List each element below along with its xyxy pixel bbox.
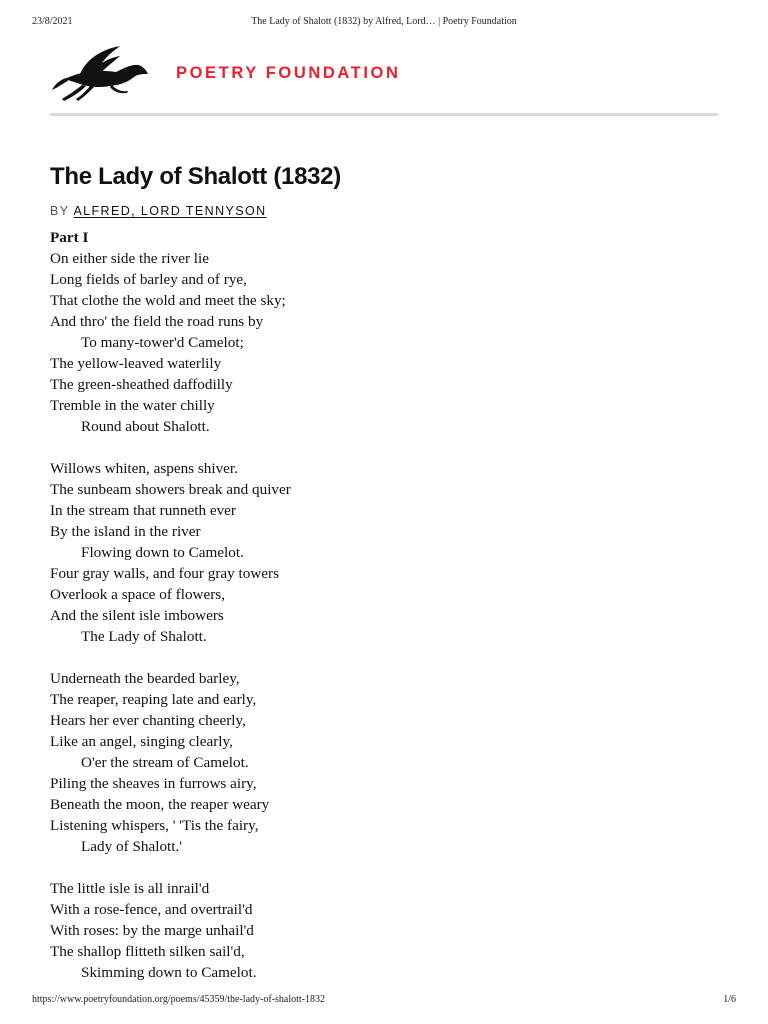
poem-line: Like an angel, singing clearly, [50,733,233,750]
poem-line: Overlook a space of flowers, [50,586,226,603]
poem-line: The green-sheathed daffodilly [50,376,233,393]
poem-line: The yellow-leaved waterlily [50,355,222,372]
poem-title: The Lady of Shalott (1832) [50,163,341,190]
poem-line: By the island in the river [50,523,201,540]
stanza-break [50,857,710,878]
poem-line: O'er the stream of Camelot. [81,754,249,771]
poem-line: Hears her ever chanting cheerly, [50,712,246,729]
poem-line: Four gray walls, and four gray towers [50,565,280,582]
poem-line: The little isle is all inrail'd [50,880,210,897]
poem-body [50,227,710,983]
byline [50,204,267,218]
poem-line: And thro' the field the road runs by [50,313,264,330]
print-page-title: The Lady of Shalott (1832) by Alfred, Lord… | Poetry Foundation [251,16,517,27]
poem-line: With roses: by the marge unhail'd [50,922,254,939]
poem-line: Flowing down to Camelot. [81,544,244,561]
print-page-number: 1/6 [723,994,736,1005]
poem-line: Lady of Shalott.' [81,838,183,855]
pegasus-icon [50,44,150,102]
stanza-break [50,647,710,668]
header-divider [50,113,718,116]
part-heading: Part I [50,229,89,246]
poem-line: Round about Shalott. [81,418,210,435]
print-date: 23/8/2021 [32,16,73,27]
print-header [32,16,736,30]
poem-line: Tremble in the water chilly [50,397,215,414]
poem-line: Listening whispers, ' 'Tis the fairy, [50,817,259,834]
site-logo[interactable] [50,44,710,104]
poem-line: That clothe the wold and meet the sky; [50,292,286,309]
poem-line: Piling the sheaves in furrows airy, [50,775,257,792]
poem-line: Underneath the bearded barley, [50,670,240,687]
print-url: https://www.poetryfoundation.org/poems/45359/the-lady-of-shalott-1832 [32,994,326,1005]
poem-line: To many-tower'd Camelot; [81,334,244,351]
poem-line: Skimming down to Camelot. [81,964,257,981]
print-footer [32,994,736,1008]
stanza-break [50,437,710,458]
poem-line: The sunbeam showers break and quiver [50,481,291,498]
poem-line: In the stream that runneth ever [50,502,236,519]
poem-line: Long fields of barley and of rye, [50,271,247,288]
stanza-list [50,248,710,983]
poem-line: Beneath the moon, the reaper weary [50,796,270,813]
poem-line: With a rose-fence, and overtrail'd [50,901,253,918]
poem-line: The reaper, reaping late and early, [50,691,257,708]
poem-line: And the silent isle imbowers [50,607,224,624]
poem-line: Willows whiten, aspens shiver. [50,460,238,477]
poem-line: On either side the river lie [50,250,209,267]
site-brand-name[interactable]: POETRY FOUNDATION [176,64,401,82]
author-link[interactable]: ALFRED, LORD TENNYSON [73,204,267,218]
byline-label: BY [50,204,70,218]
poem-line: The shallop flitteth silken sail'd, [50,943,245,960]
poem-line: The Lady of Shalott. [81,628,207,645]
